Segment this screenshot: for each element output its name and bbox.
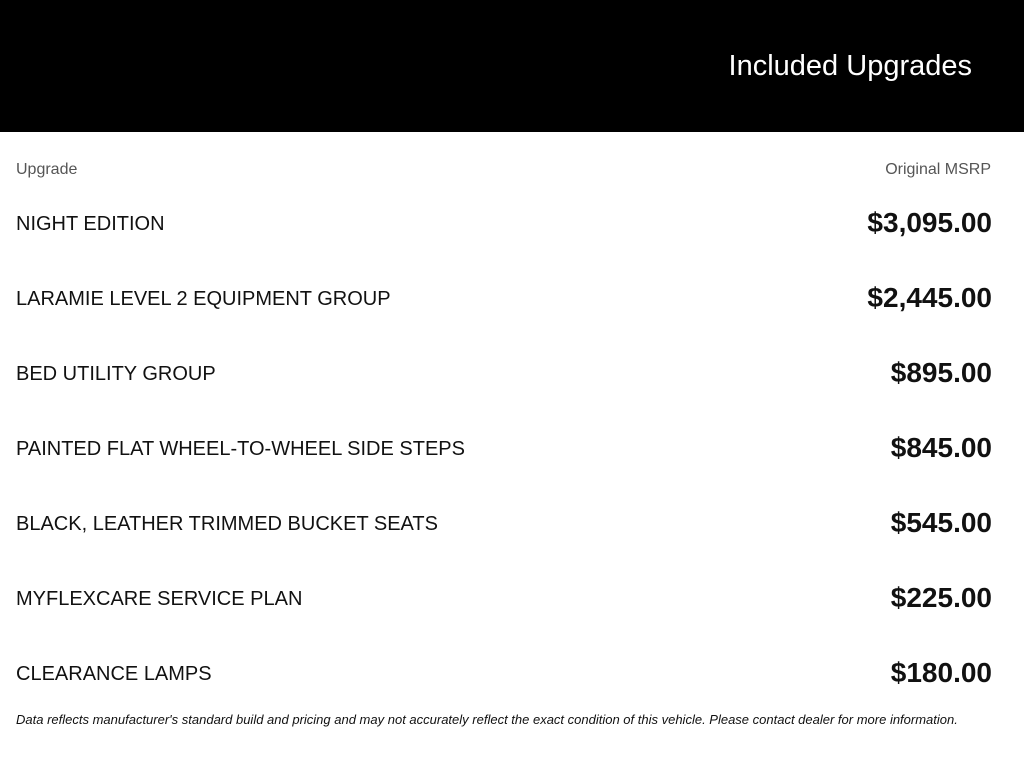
upgrade-row bbox=[16, 197, 992, 272]
upgrade-name: BLACK, LEATHER TRIMMED BUCKET SEATS bbox=[16, 513, 438, 535]
upgrade-price: $225.00 bbox=[890, 582, 992, 613]
upgrade-price: $545.00 bbox=[890, 507, 992, 538]
upgrade-row bbox=[16, 497, 992, 572]
upgrade-row bbox=[16, 422, 992, 497]
upgrade-price: $895.00 bbox=[890, 357, 992, 388]
upgrade-price: $3,095.00 bbox=[867, 207, 992, 238]
upgrade-price: $2,445.00 bbox=[867, 282, 992, 313]
upgrade-price: $845.00 bbox=[890, 432, 992, 463]
upgrade-price: $180.00 bbox=[890, 657, 992, 688]
upgrade-row bbox=[16, 347, 992, 422]
page-header bbox=[0, 0, 1024, 132]
msrp-column-header: Original MSRP bbox=[885, 161, 991, 178]
upgrade-column-header: Upgrade bbox=[16, 161, 78, 178]
page-title: Included Upgrades bbox=[728, 50, 972, 82]
upgrade-name: NIGHT EDITION bbox=[16, 213, 165, 235]
upgrade-row bbox=[16, 272, 992, 347]
upgrade-row bbox=[16, 647, 992, 722]
upgrade-row bbox=[16, 572, 992, 647]
upgrade-name: MYFLEXCARE SERVICE PLAN bbox=[16, 588, 303, 610]
upgrade-name: PAINTED FLAT WHEEL-TO-WHEEL SIDE STEPS bbox=[16, 438, 465, 460]
upgrade-name: CLEARANCE LAMPS bbox=[16, 663, 212, 685]
upgrade-name: BED UTILITY GROUP bbox=[16, 363, 216, 385]
upgrades-list bbox=[16, 197, 992, 722]
disclaimer-text: Data reflects manufacturer's standard build and pricing and may not accurately reflect the exact condition of this vehicle. Please contact dealer for more information. bbox=[16, 712, 958, 727]
upgrade-name: LARAMIE LEVEL 2 EQUIPMENT GROUP bbox=[16, 288, 391, 310]
